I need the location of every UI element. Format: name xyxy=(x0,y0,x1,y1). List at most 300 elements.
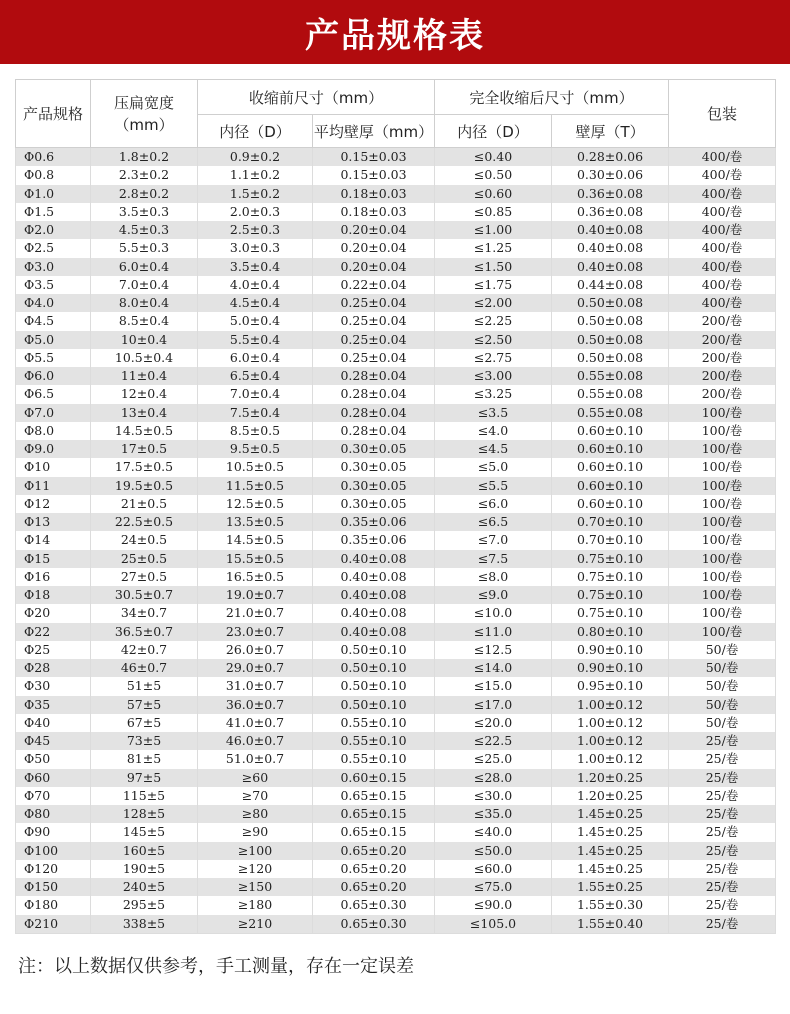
cell-flat-width: 10±0.4 xyxy=(91,331,198,349)
cell-after-inner-diameter: ≤3.5 xyxy=(435,404,552,422)
cell-before-inner-diameter: 1.5±0.2 xyxy=(198,185,313,203)
cell-after-wall-thickness: 0.90±0.10 xyxy=(552,641,669,659)
cell-before-inner-diameter: 14.5±0.5 xyxy=(198,531,313,549)
cell-before-inner-diameter: 10.5±0.5 xyxy=(198,458,313,476)
cell-before-wall-thickness: 0.65±0.20 xyxy=(313,860,435,878)
cell-after-inner-diameter: ≤90.0 xyxy=(435,896,552,914)
table-row xyxy=(16,185,776,203)
cell-spec: Φ8.0 xyxy=(16,422,91,440)
cell-spec: Φ10 xyxy=(16,458,91,476)
cell-flat-width: 240±5 xyxy=(91,878,198,896)
cell-spec: Φ13 xyxy=(16,513,91,531)
table-row xyxy=(16,513,776,531)
cell-after-inner-diameter: ≤4.5 xyxy=(435,440,552,458)
table-row xyxy=(16,915,776,934)
cell-before-wall-thickness: 0.40±0.08 xyxy=(313,623,435,641)
cell-package: 100/卷 xyxy=(669,422,776,440)
cell-package: 100/卷 xyxy=(669,458,776,476)
cell-before-inner-diameter: 7.5±0.4 xyxy=(198,404,313,422)
cell-flat-width: 27±0.5 xyxy=(91,568,198,586)
cell-before-wall-thickness: 0.22±0.04 xyxy=(313,276,435,294)
cell-before-wall-thickness: 0.40±0.08 xyxy=(313,568,435,586)
cell-after-wall-thickness: 1.00±0.12 xyxy=(552,696,669,714)
cell-package: 400/卷 xyxy=(669,166,776,184)
cell-after-wall-thickness: 0.55±0.08 xyxy=(552,404,669,422)
cell-flat-width: 6.0±0.4 xyxy=(91,258,198,276)
table-row xyxy=(16,477,776,495)
cell-flat-width: 19.5±0.5 xyxy=(91,477,198,495)
cell-package: 200/卷 xyxy=(669,312,776,330)
cell-after-wall-thickness: 0.90±0.10 xyxy=(552,659,669,677)
cell-after-inner-diameter: ≤0.50 xyxy=(435,166,552,184)
cell-spec: Φ0.6 xyxy=(16,148,91,167)
cell-spec: Φ6.5 xyxy=(16,385,91,403)
cell-package: 25/卷 xyxy=(669,750,776,768)
cell-before-wall-thickness: 0.35±0.06 xyxy=(313,513,435,531)
cell-spec: Φ0.8 xyxy=(16,166,91,184)
table-row xyxy=(16,349,776,367)
cell-after-inner-diameter: ≤28.0 xyxy=(435,769,552,787)
cell-before-inner-diameter: 15.5±0.5 xyxy=(198,550,313,568)
cell-package: 100/卷 xyxy=(669,568,776,586)
cell-after-inner-diameter: ≤2.50 xyxy=(435,331,552,349)
cell-before-wall-thickness: 0.25±0.04 xyxy=(313,349,435,367)
cell-flat-width: 8.0±0.4 xyxy=(91,294,198,312)
cell-flat-width: 30.5±0.7 xyxy=(91,586,198,604)
cell-before-inner-diameter: 6.0±0.4 xyxy=(198,349,313,367)
cell-after-inner-diameter: ≤5.0 xyxy=(435,458,552,476)
cell-flat-width: 57±5 xyxy=(91,696,198,714)
cell-before-inner-diameter: 11.5±0.5 xyxy=(198,477,313,495)
table-row xyxy=(16,531,776,549)
cell-spec: Φ2.0 xyxy=(16,221,91,239)
cell-after-wall-thickness: 1.55±0.40 xyxy=(552,915,669,934)
cell-package: 50/卷 xyxy=(669,641,776,659)
cell-after-wall-thickness: 1.00±0.12 xyxy=(552,714,669,732)
cell-before-inner-diameter: 19.0±0.7 xyxy=(198,586,313,604)
cell-flat-width: 22.5±0.5 xyxy=(91,513,198,531)
cell-package: 25/卷 xyxy=(669,823,776,841)
cell-after-inner-diameter: ≤6.0 xyxy=(435,495,552,513)
cell-before-inner-diameter: ≥70 xyxy=(198,787,313,805)
cell-before-inner-diameter: 6.5±0.4 xyxy=(198,367,313,385)
cell-before-inner-diameter: 3.0±0.3 xyxy=(198,239,313,257)
cell-before-inner-diameter: 2.0±0.3 xyxy=(198,203,313,221)
cell-spec: Φ14 xyxy=(16,531,91,549)
cell-after-wall-thickness: 1.45±0.25 xyxy=(552,842,669,860)
cell-after-wall-thickness: 0.30±0.06 xyxy=(552,166,669,184)
cell-flat-width: 338±5 xyxy=(91,915,198,934)
cell-before-wall-thickness: 0.30±0.05 xyxy=(313,495,435,513)
cell-after-inner-diameter: ≤17.0 xyxy=(435,696,552,714)
cell-flat-width: 17.5±0.5 xyxy=(91,458,198,476)
cell-package: 400/卷 xyxy=(669,258,776,276)
cell-after-wall-thickness: 0.50±0.08 xyxy=(552,312,669,330)
cell-spec: Φ9.0 xyxy=(16,440,91,458)
table-row xyxy=(16,203,776,221)
cell-after-wall-thickness: 0.50±0.08 xyxy=(552,349,669,367)
cell-before-wall-thickness: 0.15±0.03 xyxy=(313,166,435,184)
cell-package: 200/卷 xyxy=(669,331,776,349)
cell-package: 100/卷 xyxy=(669,513,776,531)
cell-after-wall-thickness: 0.75±0.10 xyxy=(552,586,669,604)
header-flat-width: 压扁宽度（mm） xyxy=(91,80,198,148)
cell-flat-width: 2.3±0.2 xyxy=(91,166,198,184)
cell-before-wall-thickness: 0.20±0.04 xyxy=(313,221,435,239)
table-row xyxy=(16,586,776,604)
cell-spec: Φ4.0 xyxy=(16,294,91,312)
cell-before-wall-thickness: 0.40±0.08 xyxy=(313,604,435,622)
table-row xyxy=(16,604,776,622)
cell-before-inner-diameter: ≥210 xyxy=(198,915,313,934)
cell-before-wall-thickness: 0.50±0.10 xyxy=(313,641,435,659)
cell-after-inner-diameter: ≤1.50 xyxy=(435,258,552,276)
cell-spec: Φ25 xyxy=(16,641,91,659)
cell-before-inner-diameter: 31.0±0.7 xyxy=(198,677,313,695)
cell-flat-width: 36.5±0.7 xyxy=(91,623,198,641)
cell-after-inner-diameter: ≤105.0 xyxy=(435,915,552,934)
cell-flat-width: 34±0.7 xyxy=(91,604,198,622)
cell-before-wall-thickness: 0.18±0.03 xyxy=(313,185,435,203)
disclaimer-note: 注：以上数据仅供参考，手工测量，存在一定误差 xyxy=(18,956,414,977)
table-row xyxy=(16,623,776,641)
cell-package: 25/卷 xyxy=(669,732,776,750)
cell-before-inner-diameter: ≥100 xyxy=(198,842,313,860)
cell-before-wall-thickness: 0.50±0.10 xyxy=(313,677,435,695)
cell-after-inner-diameter: ≤3.25 xyxy=(435,385,552,403)
cell-spec: Φ2.5 xyxy=(16,239,91,257)
cell-spec: Φ90 xyxy=(16,823,91,841)
cell-after-inner-diameter: ≤2.75 xyxy=(435,349,552,367)
cell-after-wall-thickness: 0.36±0.08 xyxy=(552,185,669,203)
table-row xyxy=(16,422,776,440)
cell-after-inner-diameter: ≤1.00 xyxy=(435,221,552,239)
header-after-shrink: 完全收缩后尺寸（mm） xyxy=(435,80,669,115)
table-row xyxy=(16,495,776,513)
table-row xyxy=(16,221,776,239)
table-row xyxy=(16,367,776,385)
cell-after-wall-thickness: 1.45±0.25 xyxy=(552,823,669,841)
table-row xyxy=(16,659,776,677)
cell-spec: Φ3.0 xyxy=(16,258,91,276)
cell-package: 100/卷 xyxy=(669,604,776,622)
cell-after-wall-thickness: 0.60±0.10 xyxy=(552,422,669,440)
cell-after-inner-diameter: ≤9.0 xyxy=(435,586,552,604)
cell-package: 200/卷 xyxy=(669,349,776,367)
cell-after-wall-thickness: 1.00±0.12 xyxy=(552,750,669,768)
cell-after-wall-thickness: 0.60±0.10 xyxy=(552,458,669,476)
cell-before-wall-thickness: 0.35±0.06 xyxy=(313,531,435,549)
cell-before-wall-thickness: 0.25±0.04 xyxy=(313,312,435,330)
cell-spec: Φ7.0 xyxy=(16,404,91,422)
cell-before-wall-thickness: 0.28±0.04 xyxy=(313,404,435,422)
cell-flat-width: 12±0.4 xyxy=(91,385,198,403)
cell-before-inner-diameter: 9.5±0.5 xyxy=(198,440,313,458)
cell-after-inner-diameter: ≤40.0 xyxy=(435,823,552,841)
cell-flat-width: 2.8±0.2 xyxy=(91,185,198,203)
cell-spec: Φ11 xyxy=(16,477,91,495)
cell-spec: Φ28 xyxy=(16,659,91,677)
cell-spec: Φ70 xyxy=(16,787,91,805)
cell-package: 100/卷 xyxy=(669,495,776,513)
cell-spec: Φ210 xyxy=(16,915,91,934)
table-row xyxy=(16,842,776,860)
cell-before-inner-diameter: 4.5±0.4 xyxy=(198,294,313,312)
cell-before-wall-thickness: 0.65±0.20 xyxy=(313,878,435,896)
cell-flat-width: 295±5 xyxy=(91,896,198,914)
cell-after-wall-thickness: 1.55±0.30 xyxy=(552,896,669,914)
table-row xyxy=(16,677,776,695)
cell-flat-width: 1.8±0.2 xyxy=(91,148,198,167)
cell-before-inner-diameter: 7.0±0.4 xyxy=(198,385,313,403)
cell-after-inner-diameter: ≤10.0 xyxy=(435,604,552,622)
cell-before-inner-diameter: ≥80 xyxy=(198,805,313,823)
cell-after-inner-diameter: ≤5.5 xyxy=(435,477,552,495)
cell-spec: Φ180 xyxy=(16,896,91,914)
table-row xyxy=(16,166,776,184)
cell-before-wall-thickness: 0.50±0.10 xyxy=(313,696,435,714)
cell-package: 25/卷 xyxy=(669,805,776,823)
cell-after-inner-diameter: ≤11.0 xyxy=(435,623,552,641)
cell-after-inner-diameter: ≤60.0 xyxy=(435,860,552,878)
header-before-shrink: 收缩前尺寸（mm） xyxy=(198,80,435,115)
cell-package: 400/卷 xyxy=(669,276,776,294)
cell-before-inner-diameter: 12.5±0.5 xyxy=(198,495,313,513)
cell-before-inner-diameter: 16.5±0.5 xyxy=(198,568,313,586)
cell-spec: Φ18 xyxy=(16,586,91,604)
table-row xyxy=(16,750,776,768)
cell-flat-width: 24±0.5 xyxy=(91,531,198,549)
cell-before-wall-thickness: 0.28±0.04 xyxy=(313,367,435,385)
cell-flat-width: 25±0.5 xyxy=(91,550,198,568)
cell-after-inner-diameter: ≤50.0 xyxy=(435,842,552,860)
table-row xyxy=(16,458,776,476)
cell-before-inner-diameter: ≥150 xyxy=(198,878,313,896)
cell-before-wall-thickness: 0.20±0.04 xyxy=(313,258,435,276)
cell-before-wall-thickness: 0.40±0.08 xyxy=(313,550,435,568)
cell-flat-width: 97±5 xyxy=(91,769,198,787)
table-row xyxy=(16,787,776,805)
cell-package: 100/卷 xyxy=(669,531,776,549)
cell-before-wall-thickness: 0.30±0.05 xyxy=(313,477,435,495)
cell-flat-width: 46±0.7 xyxy=(91,659,198,677)
table-row xyxy=(16,148,776,167)
cell-flat-width: 190±5 xyxy=(91,860,198,878)
cell-before-wall-thickness: 0.25±0.04 xyxy=(313,331,435,349)
cell-after-wall-thickness: 1.45±0.25 xyxy=(552,860,669,878)
cell-spec: Φ22 xyxy=(16,623,91,641)
cell-before-wall-thickness: 0.15±0.03 xyxy=(313,148,435,167)
cell-after-wall-thickness: 1.20±0.25 xyxy=(552,769,669,787)
cell-before-wall-thickness: 0.30±0.05 xyxy=(313,440,435,458)
cell-spec: Φ15 xyxy=(16,550,91,568)
cell-before-wall-thickness: 0.55±0.10 xyxy=(313,732,435,750)
cell-spec: Φ3.5 xyxy=(16,276,91,294)
cell-package: 25/卷 xyxy=(669,896,776,914)
cell-package: 400/卷 xyxy=(669,185,776,203)
table-row xyxy=(16,550,776,568)
cell-before-inner-diameter: 36.0±0.7 xyxy=(198,696,313,714)
cell-before-wall-thickness: 0.65±0.30 xyxy=(313,896,435,914)
table-row xyxy=(16,258,776,276)
cell-after-wall-thickness: 0.50±0.08 xyxy=(552,331,669,349)
table-row xyxy=(16,641,776,659)
cell-before-inner-diameter: 3.5±0.4 xyxy=(198,258,313,276)
table-row xyxy=(16,294,776,312)
cell-flat-width: 145±5 xyxy=(91,823,198,841)
cell-package: 100/卷 xyxy=(669,623,776,641)
cell-before-inner-diameter: ≥90 xyxy=(198,823,313,841)
cell-package: 400/卷 xyxy=(669,221,776,239)
cell-package: 50/卷 xyxy=(669,659,776,677)
cell-after-inner-diameter: ≤20.0 xyxy=(435,714,552,732)
cell-after-wall-thickness: 0.60±0.10 xyxy=(552,440,669,458)
table-row xyxy=(16,769,776,787)
header-after-wall-thickness: 壁厚（T） xyxy=(552,115,669,148)
cell-spec: Φ60 xyxy=(16,769,91,787)
cell-spec: Φ150 xyxy=(16,878,91,896)
table-row xyxy=(16,331,776,349)
cell-after-wall-thickness: 1.45±0.25 xyxy=(552,805,669,823)
cell-after-inner-diameter: ≤2.25 xyxy=(435,312,552,330)
cell-before-inner-diameter: ≥120 xyxy=(198,860,313,878)
cell-after-wall-thickness: 0.50±0.08 xyxy=(552,294,669,312)
cell-before-inner-diameter: 46.0±0.7 xyxy=(198,732,313,750)
cell-package: 100/卷 xyxy=(669,477,776,495)
cell-spec: Φ4.5 xyxy=(16,312,91,330)
cell-after-wall-thickness: 0.55±0.08 xyxy=(552,367,669,385)
cell-before-wall-thickness: 0.20±0.04 xyxy=(313,239,435,257)
cell-before-wall-thickness: 0.65±0.20 xyxy=(313,842,435,860)
cell-package: 400/卷 xyxy=(669,239,776,257)
cell-package: 400/卷 xyxy=(669,294,776,312)
cell-after-inner-diameter: ≤14.0 xyxy=(435,659,552,677)
cell-spec: Φ100 xyxy=(16,842,91,860)
table-row xyxy=(16,312,776,330)
table-row xyxy=(16,696,776,714)
header-before-inner-diameter: 内径（D） xyxy=(198,115,313,148)
cell-after-inner-diameter: ≤22.5 xyxy=(435,732,552,750)
cell-flat-width: 21±0.5 xyxy=(91,495,198,513)
cell-spec: Φ6.0 xyxy=(16,367,91,385)
cell-before-wall-thickness: 0.55±0.10 xyxy=(313,714,435,732)
cell-after-wall-thickness: 1.00±0.12 xyxy=(552,732,669,750)
cell-after-wall-thickness: 0.70±0.10 xyxy=(552,513,669,531)
cell-after-inner-diameter: ≤25.0 xyxy=(435,750,552,768)
cell-before-inner-diameter: 5.0±0.4 xyxy=(198,312,313,330)
cell-flat-width: 5.5±0.3 xyxy=(91,239,198,257)
cell-flat-width: 42±0.7 xyxy=(91,641,198,659)
cell-package: 200/卷 xyxy=(669,385,776,403)
cell-flat-width: 8.5±0.4 xyxy=(91,312,198,330)
cell-before-wall-thickness: 0.28±0.04 xyxy=(313,385,435,403)
cell-package: 200/卷 xyxy=(669,367,776,385)
cell-after-inner-diameter: ≤4.0 xyxy=(435,422,552,440)
cell-before-inner-diameter: 51.0±0.7 xyxy=(198,750,313,768)
cell-flat-width: 73±5 xyxy=(91,732,198,750)
cell-after-wall-thickness: 0.36±0.08 xyxy=(552,203,669,221)
cell-spec: Φ1.5 xyxy=(16,203,91,221)
table-row xyxy=(16,860,776,878)
cell-after-wall-thickness: 1.20±0.25 xyxy=(552,787,669,805)
table-row xyxy=(16,568,776,586)
cell-flat-width: 160±5 xyxy=(91,842,198,860)
cell-before-inner-diameter: 0.9±0.2 xyxy=(198,148,313,167)
table-row xyxy=(16,714,776,732)
cell-flat-width: 17±0.5 xyxy=(91,440,198,458)
cell-after-inner-diameter: ≤12.5 xyxy=(435,641,552,659)
cell-before-wall-thickness: 0.25±0.04 xyxy=(313,294,435,312)
cell-after-wall-thickness: 0.40±0.08 xyxy=(552,221,669,239)
cell-after-inner-diameter: ≤0.40 xyxy=(435,148,552,167)
cell-spec: Φ50 xyxy=(16,750,91,768)
cell-before-wall-thickness: 0.65±0.15 xyxy=(313,805,435,823)
spec-table xyxy=(15,79,776,934)
cell-flat-width: 11±0.4 xyxy=(91,367,198,385)
cell-package: 25/卷 xyxy=(669,842,776,860)
cell-package: 25/卷 xyxy=(669,769,776,787)
cell-flat-width: 3.5±0.3 xyxy=(91,203,198,221)
cell-after-wall-thickness: 0.60±0.10 xyxy=(552,477,669,495)
cell-flat-width: 128±5 xyxy=(91,805,198,823)
cell-before-inner-diameter: 2.5±0.3 xyxy=(198,221,313,239)
cell-after-wall-thickness: 0.95±0.10 xyxy=(552,677,669,695)
header-after-inner-diameter: 内径（D） xyxy=(435,115,552,148)
cell-after-inner-diameter: ≤7.0 xyxy=(435,531,552,549)
cell-after-wall-thickness: 0.70±0.10 xyxy=(552,531,669,549)
cell-after-inner-diameter: ≤1.75 xyxy=(435,276,552,294)
cell-before-inner-diameter: 13.5±0.5 xyxy=(198,513,313,531)
cell-after-wall-thickness: 0.75±0.10 xyxy=(552,604,669,622)
cell-spec: Φ5.0 xyxy=(16,331,91,349)
cell-package: 25/卷 xyxy=(669,915,776,934)
cell-after-inner-diameter: ≤35.0 xyxy=(435,805,552,823)
cell-before-inner-diameter: 29.0±0.7 xyxy=(198,659,313,677)
cell-flat-width: 115±5 xyxy=(91,787,198,805)
cell-package: 50/卷 xyxy=(669,696,776,714)
cell-spec: Φ5.5 xyxy=(16,349,91,367)
cell-after-inner-diameter: ≤15.0 xyxy=(435,677,552,695)
table-row xyxy=(16,805,776,823)
cell-flat-width: 51±5 xyxy=(91,677,198,695)
header-before-wall-thickness: 平均壁厚（mm） xyxy=(313,115,435,148)
table-row xyxy=(16,732,776,750)
cell-package: 400/卷 xyxy=(669,203,776,221)
cell-spec: Φ45 xyxy=(16,732,91,750)
cell-flat-width: 14.5±0.5 xyxy=(91,422,198,440)
cell-package: 100/卷 xyxy=(669,440,776,458)
cell-before-wall-thickness: 0.18±0.03 xyxy=(313,203,435,221)
cell-before-inner-diameter: ≥180 xyxy=(198,896,313,914)
cell-after-wall-thickness: 0.80±0.10 xyxy=(552,623,669,641)
cell-before-inner-diameter: 5.5±0.4 xyxy=(198,331,313,349)
cell-spec: Φ30 xyxy=(16,677,91,695)
cell-package: 25/卷 xyxy=(669,878,776,896)
cell-after-wall-thickness: 0.75±0.10 xyxy=(552,550,669,568)
cell-before-wall-thickness: 0.65±0.15 xyxy=(313,823,435,841)
cell-after-wall-thickness: 0.55±0.08 xyxy=(552,385,669,403)
cell-before-wall-thickness: 0.65±0.30 xyxy=(313,915,435,934)
cell-package: 100/卷 xyxy=(669,550,776,568)
title-banner xyxy=(0,0,790,64)
cell-after-wall-thickness: 0.75±0.10 xyxy=(552,568,669,586)
cell-flat-width: 10.5±0.4 xyxy=(91,349,198,367)
cell-before-wall-thickness: 0.65±0.15 xyxy=(313,787,435,805)
cell-spec: Φ40 xyxy=(16,714,91,732)
cell-after-wall-thickness: 0.60±0.10 xyxy=(552,495,669,513)
cell-package: 25/卷 xyxy=(669,787,776,805)
cell-after-inner-diameter: ≤7.5 xyxy=(435,550,552,568)
